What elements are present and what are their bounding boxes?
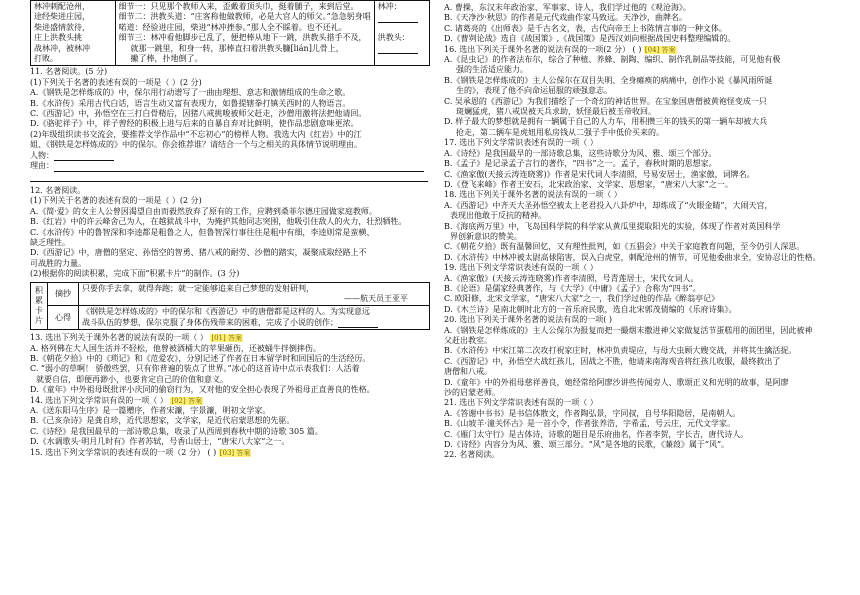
detail-line: 就那一跳里，和身一转，那棒直扫着洪教头臁[lián]儿骨上， [130,43,344,53]
side-char: 累 [35,295,43,305]
q19-option-c[interactable]: C. 欧阳修，北宋文学家，“唐宋八大家”之一，我们学过他的作品《醉翁亭记》 [444,294,720,304]
q15-option-d[interactable]: D.《曹刿论战》选自《战国策》,《战国策》是西汉刘向根据战国史料整理编辑的。 [444,34,736,44]
excerpt-label: 摘抄 [48,282,79,306]
question-22 [444,450,844,460]
q20-option-a[interactable]: A.《钢铁是怎样炼成的》主人公保尔为报复而把一撮烟末撒进神父家做复活节蛋糕用的面团里，因此被神 [444,325,813,335]
linchong-answer-blank[interactable] [378,12,426,22]
q15-option-c[interactable]: C. 诸葛亮的《出师表》是千古名文，表，古代向帝王上书陈情言事的一种文体。 [444,23,727,33]
q18-option-d[interactable]: D.《水浒传》中林冲被太尉高俅陷害，误入白虎堂，刺配沧州的情节，可见他委曲求全，安协忍让的性格。 [444,252,821,262]
reason-label: 理由： [30,161,54,171]
q17-title: 17. 选出下列文学常识表述有误的一项（ ） [444,138,598,148]
q13-title: 13. 选出下列关于课外名著的说法有误的一项（ ） [30,333,208,343]
side-char: 卡 [35,305,43,315]
q14-title: 14. 选出下列文学常识有误的一项（ ） [30,395,168,405]
q15-option-a[interactable]: A. 曹操，东汉末年政治家、军事家、诗人，我们学过他的《观沧海》。 [444,3,691,12]
excerpt-quote: 只要你手去拿，就得奔跑；就一定能够追来自己梦想的发射研判， [82,283,314,293]
q12-option-b[interactable]: B.《红岩》中的许云峰舍己为人，在越狱战斗中，为掩护其他同志突围，他吸引住敌人的火力，壮烈牺牲。 [30,217,407,227]
card-side-label [31,282,48,330]
insight-blank[interactable] [338,319,378,328]
question-11 [30,67,430,181]
q19-title: 19. 选出下列文学常识表述有误的一项（ ） [444,263,598,273]
q19-option-d[interactable]: D.《木兰诗》是南北朝时北方的一首乐府民歌，选自北宋郭茂倩编的《乐府诗集》。 [444,304,737,314]
q12-option-a[interactable]: A.《简·爱》的女主人公曾因渴望自由而毅然放弃了原有的工作，应聘到桑菲尔德庄园做家庭教师。 [30,206,377,216]
question-15 [30,448,430,458]
plot-line: 战林冲，被林冲 [34,43,90,53]
q19-option-b[interactable]: B.《论语》是儒家经典著作，与《大学》《中庸》《孟子》合称为“四书”。 [444,283,701,293]
left-column [30,0,430,458]
detail-line: 细节一：只见那个教师入来，歪戴着顶头巾，挺着脯子，来到后堂。 [118,2,359,11]
q12-title: 12. 名著阅读。 [30,185,86,195]
question-17 [444,138,844,190]
linchong-label: 林冲： [377,2,402,11]
details-cell [115,1,374,66]
insight-line-1: 《钢铁是怎样炼成的》中的保尔和《西游记》中的唐僧都是这样的人。为实现意远 [82,307,370,317]
q17-option-c[interactable]: C.《渔家傲(天接云涛连晓雾)》作者是宋代词人李清照，号易安居士，渔家傲，词牌名。 [444,169,755,179]
insight-label: 心得 [48,306,79,330]
q12-option-d[interactable]: D.《西游记》中，唐僧的坚定、孙悟空的智勇、猪八戒的耐劳、沙僧的踏实，凝聚成取经路上不 [30,248,367,258]
insight-cell [79,306,430,330]
q12-option-d-cont: 可战胜的力量。 [30,258,86,268]
q12-option-c-cont: 缺乏理性。 [30,237,70,247]
q12-sub2: (2)根据你的阅读积累，完成下面“积累卡片”的制作。(3 分) [30,269,240,279]
q11-title: 11. 名著阅读。(5 分) [30,67,108,77]
q13-option-b[interactable]: B.《朝花夕拾》中的《琐记》和《范爱农》，分别记述了作者在日本留学时和回国后的生活经历。 [30,354,371,363]
q16-option-d-cont: 抢走，第二辆车是虎妞用私房钱从二强子手中低价买来的。 [456,127,664,137]
q19-option-a[interactable]: A.《渔家傲》(天接云涛连晓雾)作者李清照，号青莲居士，宋代女词人。 [444,273,699,283]
q16-option-c[interactable]: C. 吴承恩的《西游记》为我们描绘了一个奇幻的神话世界。在宝象国唐僧被黄袍怪变成一只 [444,96,767,106]
plot-line: 柴进盛情款待， [34,22,90,32]
plot-line: 庄上洪教头挑 [34,33,82,43]
right-column [444,3,844,461]
q14-answer-tag[interactable]: [02] 答案 [171,396,202,405]
q15-title: 15. 选出下列文学常识的表述有误的一项（2 分） ( ) [30,447,217,457]
q20-option-c-cont: 唐僧和八戒。 [444,367,492,377]
q15-answer-tag[interactable]: [03] 答案 [219,448,251,457]
q16-option-d[interactable]: D. 样子最大的梦想就是拥有一辆属于自己的人力车，用积攒三年的钱买的第一辆车却被大兵 [444,117,768,127]
q13-option-a[interactable]: A. 格列佛在大人国生活并不轻松，他曾被酒桶大的苹果砸伤，还被蛹牛拌倒摔伤。 [30,343,321,353]
q11-option-a[interactable]: A.《钢铁是怎样炼成的》中，保尔用行动谱写了一曲由理想、意志和激情组成的生命之歌。 [30,88,351,98]
q13-option-c[interactable]: C. “弱小的草啊！ 骄傲些罢，只有你普遍的装点了世界。”冰心的这首诗中点示表我们：人活着 [30,364,360,374]
hong-label: 洪教头： [377,33,410,43]
q17-option-d[interactable]: D.《登飞来峰》作者王安石，北宋政治家、文学家、思想家，“唐宋八大家”之一。 [444,179,733,189]
q16-title: 16. 选出下列关于课外名著的说法有误的一项(2 分） ( ) [444,44,642,54]
q11-option-c[interactable]: C.《西游记》中，孙悟空在三打白骨精后，因猪八戒挑唆被师父赶走，沙僧用激将法把他请回。 [30,109,367,119]
detail-line: 细节二：洪教头道：“庄客称他做教师，必是大官人的师父。”急急躬身唱 [118,12,371,22]
q18-title: 18. 选出下列关于课外名著的说法有误的一项（ ） [444,190,622,200]
q12-sub1: (1)下列关于名著的表述有误的一项是（ ）(2 分) [30,196,202,206]
reason-row[interactable] [30,161,430,171]
q16-option-c-cont: 斑斓猛虎，猪八戒误被天兵求助，妖怪最后被玉帝收回。 [456,107,656,117]
q21-option-b[interactable]: B.《山坡羊·潼关怀古》是一首小令，作者张养浩，字希孟，号云庄，元代文学家。 [444,419,735,429]
character-detail-table [30,0,430,66]
q17-option-b[interactable]: B.《孟子》是记录孟子言行的著作，“四书”之一。孟子，春秋时期的思想家。 [444,159,717,169]
q14-option-a[interactable]: A.《送东阳马生序》是一篇赠序，作者宋濂，字景濂，明初文学家。 [30,406,271,416]
q11-sub1: (1)下列关于名著的表述有误的一项是（ ）(2 分) [30,77,202,87]
q14-option-b[interactable]: B.《己亥杂诗》是龚自珍，近代思想家，文学家，是近代启蒙思想的先驱。 [30,416,295,426]
insight-line-2: 战斗队伍的梦想，保尔克服了身体伤残带来的困难，完成了小说的创作； [82,317,338,327]
plot-line: 打败。 [34,54,58,64]
q12-option-c[interactable]: C.《水浒传》中的鲁智深和李逵都是粗鲁之人，但鲁智深行事往往是粗中有细，李逵则常是蛮横、 [30,227,375,237]
accumulation-card [30,282,430,331]
person-row[interactable] [30,151,430,161]
q21-option-d[interactable]: D.《诗经》内容分为风、雅、颂三部分。“风”是各地的民歌，《蒹葭》属于“风”。 [444,440,730,450]
excerpt-cell [79,282,430,306]
question-14 [30,396,430,448]
hong-answer-blank[interactable] [378,44,426,54]
q11-option-d[interactable]: D.《骆驼祥子》中，祥子曾经的积极上进与后来的自暴自弃对比鲜明，使作品悲剧意味更浓。 [30,119,359,129]
q20-option-a-cont: 父赶出教室。 [444,336,492,345]
question-20 [444,315,844,398]
question-16 [444,45,844,139]
plot-line: 途经柴进庄园， [34,12,90,22]
detail-line: 细节三：林冲看他脚步已乱了，便把棒从地下一跳，洪教头措手不及， [118,33,367,43]
question-13 [30,333,430,395]
q11-sub2: (2)年级组织读书交流会，要推荐文学作品中“不忘初心”的榜样人物。我选大内《红岩》中的江 [30,129,362,139]
q13-answer-tag[interactable]: [01] 答案 [211,334,242,343]
q18-option-a[interactable]: A.《西游记》中齐天大圣孙悟空被太上老君投入八卦炉中，却炼成了“火眼金睛”，大闹天宫， [444,200,773,210]
excerpt-signature: ——航天员王亚平 [344,293,408,303]
q21-option-a[interactable]: A.《答谢中书书》是书信体散文，作者陶弘景，字同叔，自号华阳隐居，是南朝人。 [444,408,741,418]
reason-blank-2[interactable] [30,172,430,182]
detail-line: 喏道：经验进庄园，柴进“林冲挫参。”那人全不睬着。也不还礼。 [118,22,347,32]
q14-option-d[interactable]: D.《水调歌头·明月几时有》作者苏轼，号香山居士，“唐宋八大家”之一。 [30,437,290,447]
q20-option-d[interactable]: D.《童年》中的外祖母慈祥善良，她经常给阿廖沙讲些传闻旁人、歌颂正义和光明的故事，是阿廖 [444,377,789,387]
q11-sub2-cont: 姐、《钢铁是怎样炼成的》中的保尔。你会推荐谁？请结合一个与之相关的具体情节说明理由。 [30,140,362,150]
q22-title: 22. 名著阅读。 [444,450,500,460]
q13-option-c-cont: 就要自信，即便再渺小，也要肯定自己的价值和意义。 [36,374,228,384]
person-label: 人物： [30,150,54,160]
q15-option-b[interactable]: B.《天净沙·秋思》的作者是元代戏曲作家马致远。天净沙，曲牌名。 [444,13,687,23]
q13-option-d[interactable]: D.《童年》中外祖母既批评小庆同的偷窃行为，又对他的安全担心表现了外祖母正直善良的性格。 [30,385,375,395]
side-char: 积 [35,285,43,295]
q11-option-b[interactable]: B.《水浒传》采用古代白话，语言生动又富有表现力，如鲁提辖拳打镇关西时的人物语言。 [30,98,351,108]
q18-option-b[interactable]: B.《海底两万里》中，飞岛国科学院的科学家从黄瓜里提取阳光的实验，体现了作者对英国科学 [444,221,781,231]
question-12 [30,186,430,280]
side-char: 片 [35,315,43,325]
plot-summary-cell [31,1,116,66]
answer-cell [374,1,429,66]
q16-option-b-cont: 生的》，表现了他不向命运屈服的顽强意志。 [456,86,612,96]
q18-option-c[interactable]: C.《朝花夕拾》既有温馨回忆，又有理性批判，如《五猖会》中关于家庭教育问题，至今仍引人深思。 [444,242,805,252]
detail-line: 撇了棒，扑地倒了。 [130,54,203,64]
q16-option-a[interactable]: A.《昆虫记》的作者法布尔，综合了种植、养蜂、制陶、编织、制作乳制品等技能，可见他有极 [444,55,781,65]
q20-option-d-cont: 沙的启蒙老师。 [444,388,500,398]
q20-option-c[interactable]: C.《西游记》中，孙悟空大战红孩儿，因战之不胜，他请来南海观音将红孩儿收服，最终救出了 [444,356,781,366]
q14-option-c[interactable]: C.《诗经》是我国最早的一部诗歌总集，收录了从西周到春秋中期的诗歌 305 篇。 [30,426,323,436]
q16-answer-tag[interactable]: [04] 答案 [644,45,676,54]
q20-title: 20. 选出下列关于课外名著的说法有误的一项( ) [444,315,613,325]
q21-title: 21. 选出下列文学常识表述有误的一项（ ） [444,398,598,408]
q20-option-b[interactable]: B.《水浒传》中宋江第二次攻打祝家庄时，林冲负责堤应，与母大虫顾大嫂交战，并将其生擒活捉。 [444,346,797,356]
plot-line: 林冲刺配沧州， [34,2,90,11]
q18-option-b-cont: 界创新意识的赞美。 [450,231,522,241]
q17-option-a[interactable]: A.《诗经》是我国最早的一部诗歌总集，这些诗歌分为风、雅、颂三个部分。 [444,148,717,158]
q15-options [444,3,844,45]
q16-option-a-cont: 强的生活适应能力。 [456,65,528,75]
question-19 [444,263,844,315]
q21-option-c[interactable]: C.《雁门太守行》是古体诗，诗歌的题目是乐府曲名，作者李贺，字长吉，唐代诗人。 [444,429,749,439]
q18-option-a-cont: 表现出他敢于反抗的精神。 [450,211,546,221]
q16-option-b[interactable]: B.《钢铁是怎样炼成的》主人公保尔在双目失明、全身瘫痪的病痛中，创作小说《暴风雨所诞 [444,75,773,85]
question-18 [444,190,844,263]
question-21 [444,398,844,450]
